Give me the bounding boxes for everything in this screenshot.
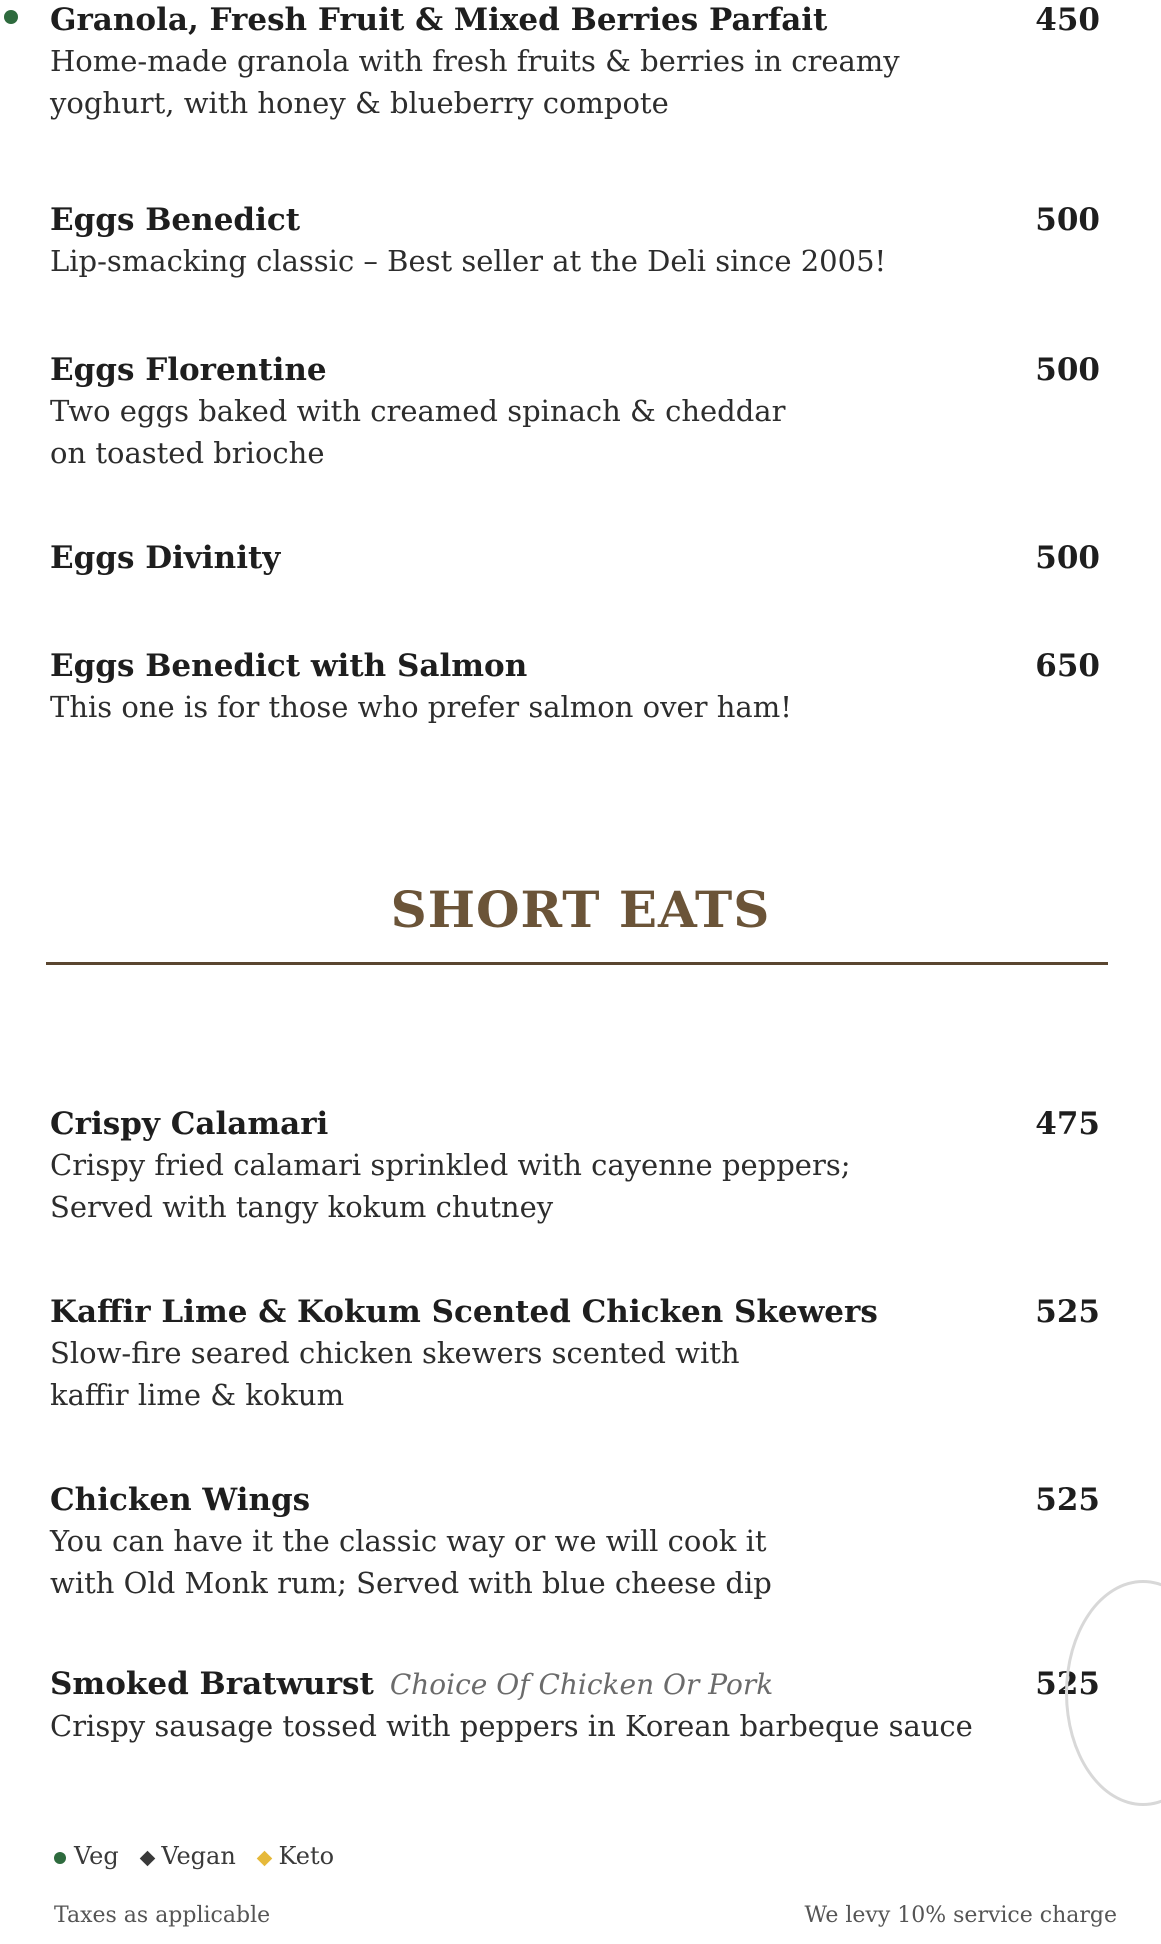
item-description-line: yoghurt, with honey & blueberry compote [50, 86, 669, 120]
item-name: Granola, Fresh Fruit & Mixed Berries Parfait [50, 2, 828, 38]
menu-item-eggs-benedict [50, 200, 1100, 282]
item-price: 500 [1035, 202, 1100, 238]
section-divider [46, 962, 1108, 965]
item-name: Crispy Calamari [50, 1106, 329, 1142]
decorative-arc [1065, 1580, 1161, 1806]
item-name: Eggs Benedict [50, 202, 301, 238]
item-description-line: Home-made granola with fresh fruits & berries in creamy [50, 44, 900, 78]
veg-dot-icon [54, 1852, 66, 1864]
footer-taxes-note: Taxes as applicable [54, 1903, 271, 1928]
item-choice-note: Choice Of Chicken Or Pork [389, 1668, 774, 1701]
item-name-row [50, 1664, 1100, 1705]
menu-item-eggs-divinity [50, 538, 1100, 578]
item-name: Smoked Bratwurst [50, 1666, 374, 1702]
item-price: 525 [1035, 1666, 1100, 1702]
item-description-line: Two eggs baked with creamed spinach & cheddar [50, 394, 786, 428]
item-description-line: Crispy fried calamari sprinkled with cayenne peppers; [50, 1148, 851, 1182]
item-name: Eggs Benedict with Salmon [50, 648, 528, 684]
menu-item-eggs-florentine [50, 350, 1100, 474]
item-description-line: Lip-smacking classic – Best seller at the Deli since 2005! [50, 244, 887, 278]
item-price: 450 [1035, 2, 1100, 38]
menu-item-eggs-benedict-salmon [50, 646, 1100, 728]
menu-item-chicken-skewers [50, 1292, 1100, 1416]
item-price: 500 [1035, 352, 1100, 388]
item-price: 525 [1035, 1294, 1100, 1330]
menu-item-granola-parfait [50, 0, 1100, 124]
keto-diamond-icon [257, 1851, 273, 1867]
item-description-line: with Old Monk rum; Served with blue cheese dip [50, 1566, 772, 1600]
item-name: Chicken Wings [50, 1482, 311, 1518]
item-price: 525 [1035, 1482, 1100, 1518]
item-description-line: kaffir lime & kokum [50, 1378, 345, 1412]
item-description-line: This one is for those who prefer salmon over ham! [50, 690, 792, 724]
veg-indicator-icon [4, 10, 18, 24]
footer-service-charge-note: We levy 10% service charge [804, 1903, 1117, 1928]
section-title-short-eats: SHORT EATS [390, 880, 771, 939]
menu-item-crispy-calamari [50, 1104, 1100, 1228]
menu-item-smoked-bratwurst [50, 1664, 1100, 1747]
item-name: Eggs Florentine [50, 352, 327, 388]
item-description-line: Slow-fire seared chicken skewers scented with [50, 1336, 740, 1370]
item-price: 650 [1035, 648, 1100, 684]
item-description-line: You can have it the classic way or we will cook it [50, 1524, 767, 1558]
vegan-diamond-icon [140, 1851, 156, 1867]
legend-vegan: Vegan [142, 1842, 235, 1870]
item-name: Eggs Divinity [50, 540, 281, 576]
item-price: 500 [1035, 540, 1100, 576]
item-description-line: Crispy sausage tossed with peppers in Korean barbeque sauce [50, 1709, 973, 1743]
dietary-legend [54, 1842, 350, 1870]
item-description-line: Served with tangy kokum chutney [50, 1190, 554, 1224]
item-name: Kaffir Lime & Kokum Scented Chicken Skewers [50, 1294, 878, 1330]
legend-veg: Veg [54, 1842, 119, 1870]
legend-keto: Keto [259, 1842, 334, 1870]
item-price: 475 [1035, 1106, 1100, 1142]
menu-item-chicken-wings [50, 1480, 1100, 1604]
item-description-line: on toasted brioche [50, 436, 325, 470]
